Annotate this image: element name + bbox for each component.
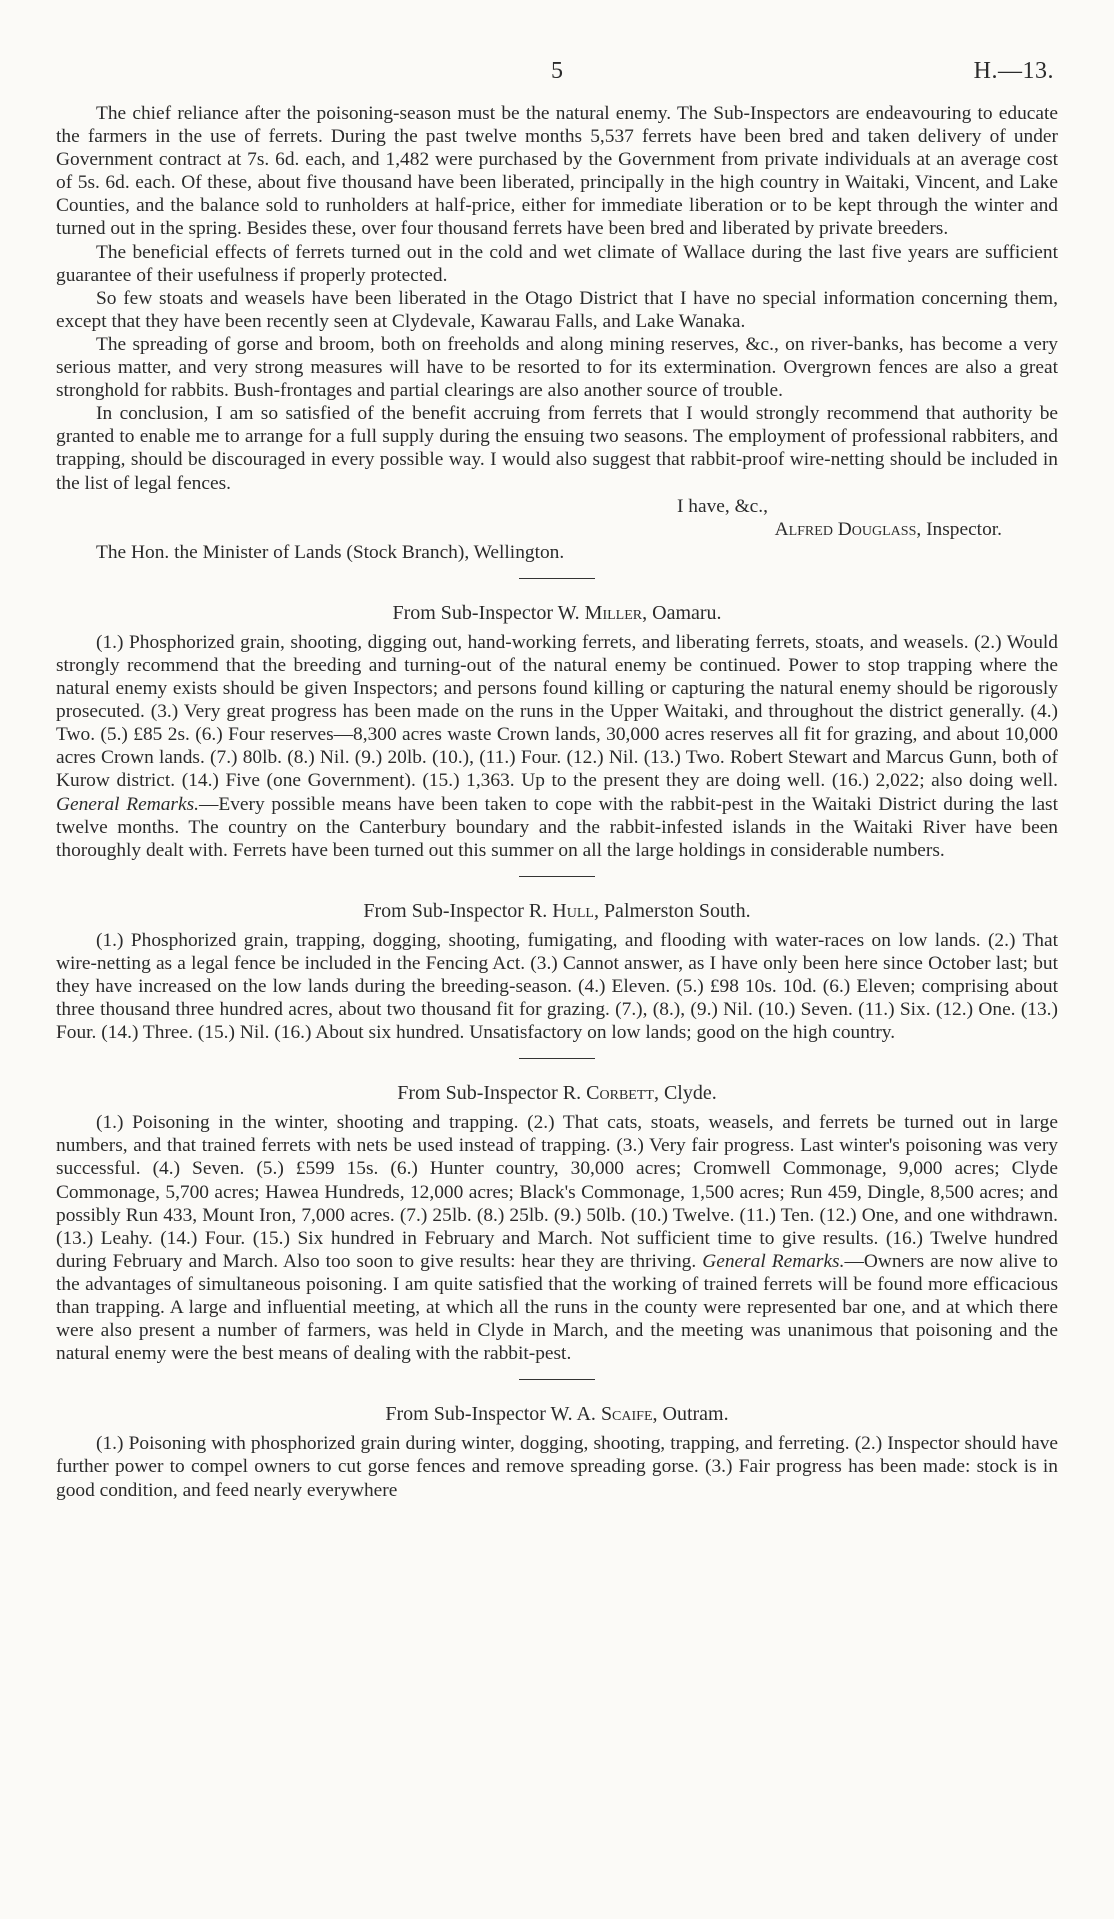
paragraph: In conclusion, I am so satisfied of the benefit accruing from ferrets that I would strongly recommend that authority be granted to enable me to arrange for a full supply during the ensuing two seasons. The employment of professional rabbiters, and trapping, should be discouraged in every possible way. I would also suggest that rabbit-proof wire-netting should be included in the list of legal fences. — [56, 403, 1058, 494]
report-body — [56, 631, 1058, 862]
document-reference: H.—13. — [973, 58, 1054, 84]
heading-prefix: From Sub-Inspector R. — [397, 1082, 587, 1105]
signature-title: , Inspector. — [916, 518, 1002, 540]
heading-prefix: From Sub-Inspector W. — [392, 601, 585, 624]
page-header — [56, 58, 1058, 102]
signature — [56, 518, 1058, 541]
section-heading — [56, 899, 1058, 923]
report-body: (1.) Phosphorized grain, trapping, dogging, shooting, fumigating, and flooding with water-races on low lands. (2.) That wire-netting as a legal fence be included in the Fencing Act. (3.) Cannot answer, as I have only been here since October last; but they have increased on the low lands during the breeding-season. (4.) Eleven. (5.) £98 10s. 10d. (6.) Eleven; comprising about three thousand three hundred acres, about two thousand fit for grazing. (7.), (8.), (9.) Nil. (10.) Seven. (11.) Six. (12.) One. (13.) Four. (14.) Three. (15.) Nil. (16.) About six hundred. Unsatisfactory on low lands; good on the high country. — [56, 929, 1058, 1044]
body-text: (1.) Poisoning in the winter, shooting and trapping. (2.) That cats, stoats, weasels, and ferrets be turned out in large numbers, and that trained ferrets with nets be used instead of trapping. (3.) Very fair progress. Last winter's poisoning was very successful. (4.) Seven. (5.) £599 15s. (6.) Hunter country, 30,000 acres; Cromwell Commonage, 9,000 acres; Clyde Commonage, 5,700 acres; Hawea Hundreds, 12,000 acres; Black's Commonage, 1,500 acres; Run 459, Dingle, 8,500 acres; and possibly Run 433, Mount Iron, 7,000 acres. (7.) 25lb. (8.) 25lb. (9.) 50lb. (10.) Twelve. (11.) Ten. (12.) One, and one withdrawn. (13.) Leahy. (14.) Four. (15.) Six hundred in February and March. Not sufficient time to give results. (16.) Twelve hundred during February and March. Also too soon to give results: hear they are thriving. — [56, 1112, 1058, 1272]
heading-name: Miller — [584, 601, 643, 624]
paragraph: The beneficial effects of ferrets turned out in the cold and wet climate of Wallace during the last five years are sufficient guarantee of their usefulness if properly protected. — [56, 241, 1058, 286]
address-line: The Hon. the Minister of Lands (Stock Branch), Wellington. — [96, 541, 565, 563]
miller-report — [56, 601, 1058, 862]
body-text: (1.) Phosphorized grain, shooting, digging out, hand-working ferrets, and liberating ferrets, stoats, and weasels. (2.) Would strongly recommend that the breeding and turning-out of the natural enemy be continued. Power to stop trapping where the natural enemy exists should be given Inspectors; and persons found killing or capturing the natural enemy should be rigorously prosecuted. (3.) Very great progress has been made on the runs in the Upper Waitaki, and throughout the district generally. (4.) Two. (5.) £85 2s. (6.) Four reserves—8,300 acres waste Crown lands, 30,000 acres reserves all fit for grazing, and about 10,000 acres Crown lands. (7.) 80lb. (8.) Nil. (9.) 20lb. (10.), (11.) Four. (12.) Nil. (13.) Two. Robert Stewart and Marcus Gunn, both of Kurow district. (14.) Five (one Government). (15.) 1,363. Up to the present they are doing well. (16.) 2,022; also doing well. — [56, 631, 1058, 792]
section-heading — [56, 1081, 1058, 1105]
douglass-report — [56, 102, 1058, 564]
closing: I have, &c., — [677, 495, 768, 517]
paragraph: So few stoats and weasels have been liberated in the Otago District that I have no special information concerning them, except that they have been recently seen at Clydevale, Kawarau Falls, and Lake Wanaka. — [56, 287, 1058, 332]
remarks-label: General Remarks. — [702, 1250, 845, 1272]
remarks-text: —Every possible means have been taken to cope with the rabbit-pest in the Waitaki District during the last twelve months. The country on the Canterbury boundary and the rabbit-infested islands in the Waitaki River have been thoroughly dealt with. Ferrets have been turned out this summer on all the large holdings in considerable numbers. — [56, 793, 1058, 861]
heading-place: , Clyde. — [653, 1082, 717, 1105]
remarks-label: General Remarks. — [56, 793, 199, 815]
section-heading — [56, 1402, 1058, 1426]
paragraph: The spreading of gorse and broom, both on freeholds and along mining reserves, &c., on river-banks, has become a very serious matter, and very strong measures will have to be resorted to for its extermination. Overgrown fences are also a great stronghold for rabbits. Bush-frontages and partial clearings are also another source of trouble. — [56, 333, 1058, 402]
section-divider — [519, 578, 595, 579]
heading-place: , Oamaru. — [642, 601, 722, 624]
heading-place: , Palmerston South. — [593, 899, 751, 922]
heading-prefix: From Sub-Inspector W. A. — [385, 1403, 601, 1426]
heading-prefix: From Sub-Inspector R. — [363, 899, 553, 922]
heading-name: Scaife — [600, 1403, 653, 1426]
section-heading — [56, 601, 1058, 625]
paragraph: The chief reliance after the poisoning-season must be the natural enemy. The Sub-Inspectors are endeavouring to educate the farmers in the use of ferrets. During the past twelve months 5,537 ferrets have been bred and taken delivery of under Government contract at 7s. 6d. each, and 1,482 were purchased by the Government from private individuals at an average cost of 5s. 6d. each. Of these, about five thousand have been liberated, principally in the high country in Waitaki, Vincent, and Lake Counties, and the balance sold to runholders at half-price, either for immediate liberation or to be kept through the winter and turned out in the spring. Besides these, over four thousand ferrets have been bred and liberated by private breeders. — [56, 103, 1058, 240]
section-divider — [519, 876, 595, 877]
signature-last-name: Douglass — [837, 518, 917, 540]
heading-place: , Outram. — [652, 1403, 729, 1426]
section-divider — [519, 1058, 595, 1059]
section-divider — [519, 1379, 595, 1380]
hull-report — [56, 899, 1058, 1044]
page-number: 5 — [551, 58, 563, 84]
remarks-text: —Owners are now alive to the advantages of simultaneous poisoning. I am quite satisfied that the working of trained ferrets will be found more efficacious than trapping. A large and influential meeting, at which all the runs in the county were represented bar one, and at which there were also present a number of farmers, was held in Clyde in March, and the meeting was unanimous that poisoning and the natural enemy were the best means of dealing with the rabbit-pest. — [56, 1250, 1058, 1365]
scaife-report — [56, 1402, 1058, 1501]
heading-name: Hull — [552, 899, 594, 922]
heading-name: Corbett — [586, 1082, 654, 1105]
signature-first-name: Alfred — [774, 518, 833, 540]
corbett-report — [56, 1081, 1058, 1365]
report-body — [56, 1111, 1058, 1365]
report-body: (1.) Poisoning with phosphorized grain during winter, dogging, shooting, trapping, and ferreting. (2.) Inspector should have further power to compel owners to cut gorse fences and remove spreading gorse. (3.) Fair progress has been made: stock is in good condition, and feed nearly everywhere — [56, 1433, 1058, 1501]
